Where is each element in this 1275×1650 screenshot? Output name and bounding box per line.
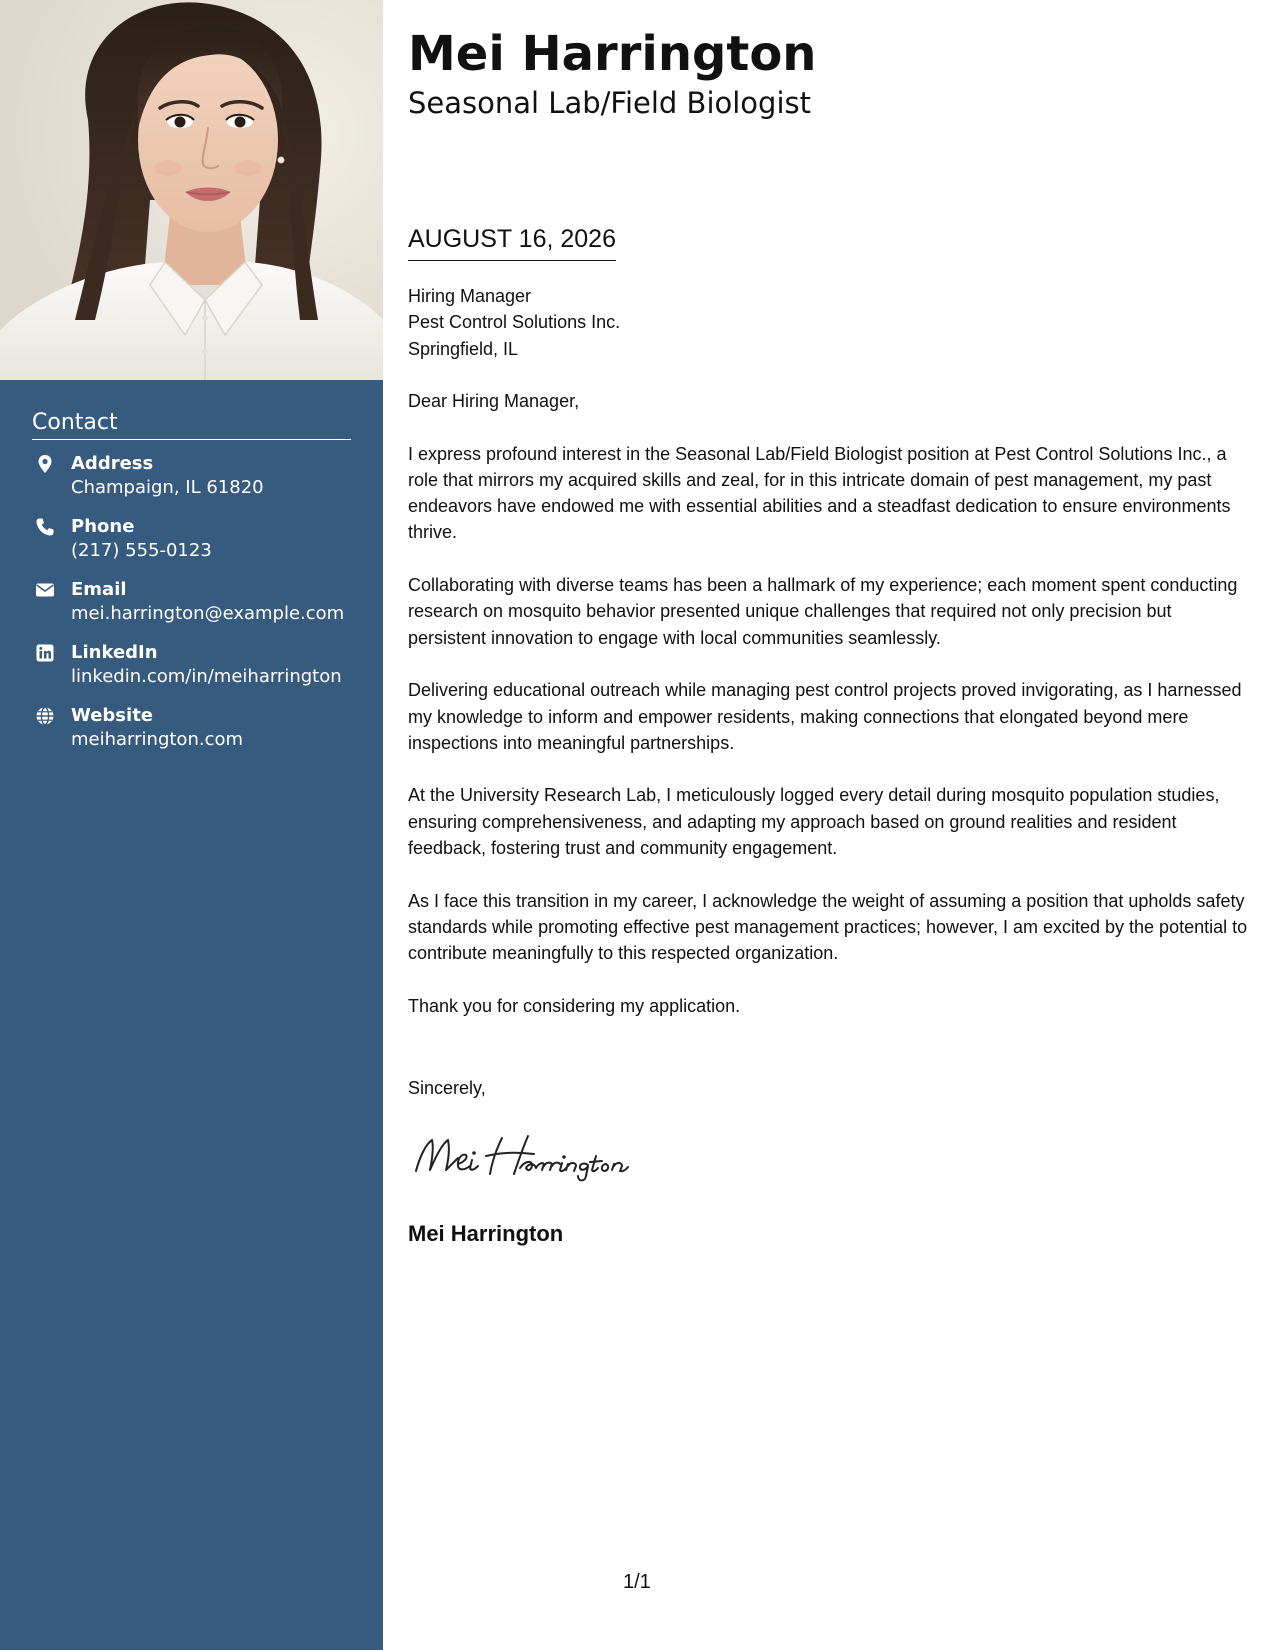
body-paragraph: Collaborating with diverse teams has been a hallmark of my experience; each moment spent conducting research on mosquito behavior presented unique challenges that required not only precision but persistent innovation to engage with local communities seamlessly. — [408, 575, 1238, 648]
letter-date: AUGUST 16, 2026 — [408, 224, 616, 261]
applicant-name: Mei Harrington — [408, 26, 817, 82]
phone-icon — [35, 517, 55, 537]
contact-item-email — [32, 578, 351, 641]
globe-icon — [35, 706, 55, 726]
recipient-line: Springfield, IL — [408, 338, 519, 359]
contact-value-linkedin[interactable]: linkedin.com/in/meiharrington — [71, 666, 342, 688]
contact-item-linkedin — [32, 641, 351, 704]
applicant-title: Seasonal Lab/Field Biologist — [408, 86, 811, 120]
contact-item-phone — [32, 515, 351, 578]
handwritten-signature — [410, 1126, 680, 1186]
contact-label-address: Address — [71, 453, 154, 475]
profile-photo — [0, 0, 383, 380]
contact-label-linkedin: LinkedIn — [71, 642, 158, 664]
envelope-icon — [35, 580, 55, 600]
location-pin-icon — [35, 454, 55, 474]
recipient-line: Pest Control Solutions Inc. — [408, 312, 621, 333]
contact-label-email: Email — [71, 579, 127, 601]
recipient-line: Hiring Manager — [408, 286, 532, 306]
closing: Sincerely, — [408, 1078, 486, 1098]
sidebar — [0, 0, 383, 1650]
body-paragraph: Thank you for considering my application. — [408, 995, 741, 1016]
contact-item-website — [32, 704, 351, 767]
body-paragraph: Delivering educational outreach while managing pest control projects proved invigorating, as I harnessed my knowledge to inform and empower residents, making connections that elongated beyond mere inspections into meaningful partnerships. — [408, 680, 1242, 753]
contact-label-phone: Phone — [71, 516, 135, 538]
contact-heading: Contact — [32, 410, 351, 440]
recipient-block — [408, 283, 620, 362]
body-paragraph: As I face this transition in my career, I acknowledge the weight of assuming a position that upholds safety standards while promoting effective pest management practices; however, I am excited by the potential to contribute meaningfully to this respected organization. — [408, 890, 1248, 964]
signed-name: Mei Harrington — [408, 1221, 564, 1246]
salutation: Dear Hiring Manager, — [408, 391, 580, 411]
contact-value-website[interactable]: meiharrington.com — [71, 729, 244, 751]
contact-value-email[interactable]: mei.harrington@example.com — [71, 603, 345, 625]
contact-section — [32, 410, 351, 767]
contact-item-address — [32, 452, 351, 515]
body-paragraph: At the University Research Lab, I meticulously logged every detail during mosquito population studies, ensuring comprehensiveness, and adapting my approach based on ground realities and resident feedback, fostering trust and community engagement. — [408, 785, 1220, 859]
contact-value-address: Champaign, IL 61820 — [71, 477, 264, 499]
page-number: 1/1 — [623, 1571, 651, 1593]
linkedin-icon — [35, 643, 55, 663]
body-paragraph: I express profound interest in the Seasonal Lab/Field Biologist position at Pest Control Solutions Inc., a role that mirrors my acquired skills and zeal, for in this intricate domain of pest management, my past endeavors have endowed me with essential abilities and a steadfast dedication to ensure environments thrive. — [408, 443, 1231, 543]
contact-value-phone: (217) 555-0123 — [71, 540, 212, 562]
letter-body — [408, 388, 1253, 1045]
contact-label-website: Website — [71, 705, 154, 727]
